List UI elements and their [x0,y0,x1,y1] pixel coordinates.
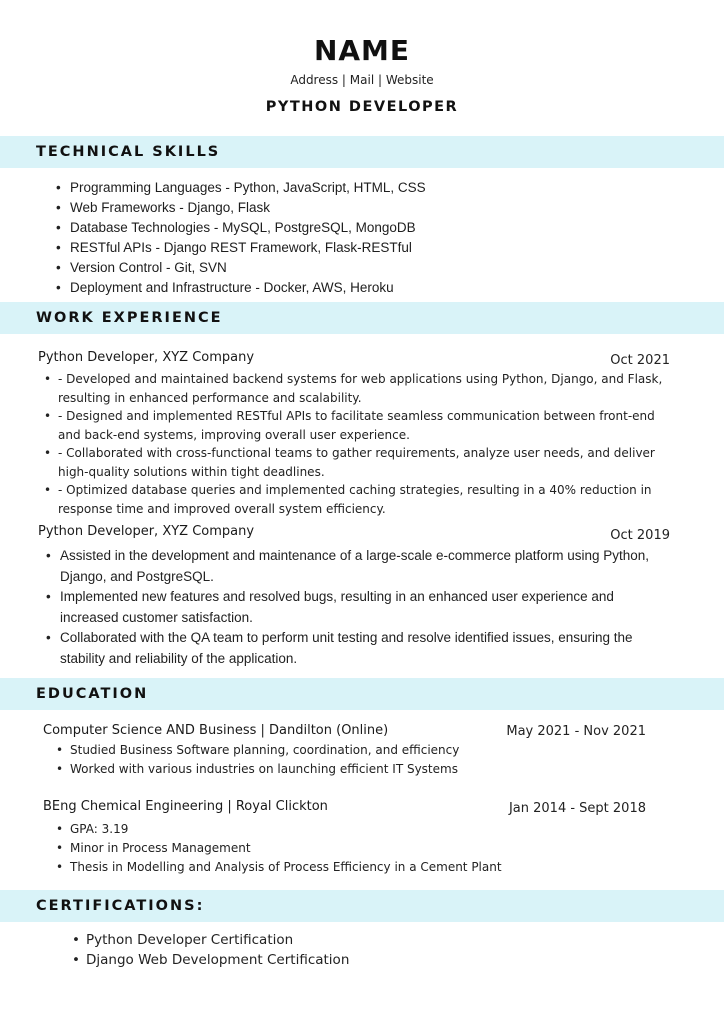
job-date: Oct 2021 [610,353,670,368]
list-item: • Web Frameworks - Django, Flask [70,198,426,218]
list-item: • Thesis in Modelling and Analysis of Process Efficiency in a Cement Plant [70,858,630,877]
list-item: • GPA: 3.19 [70,820,630,839]
certifications-section-title: CERTIFICATIONS: [36,898,205,914]
job-date: Oct 2019 [610,528,670,543]
education-title: Computer Science AND Business | Dandilton (Online) [43,723,389,738]
list-item: • Django Web Development Certification [86,950,349,970]
list-item: • - Optimized database queries and implemented caching strategies, resulting in a 40% reduction in response time and improved overall system efficiency. [58,481,678,518]
certifications-list [86,930,349,970]
job-title: Python Developer, XYZ Company [38,350,255,365]
list-item: • - Developed and maintained backend systems for web applications using Python, Django, and Flask, resulting in enhanced performance and scalability. [58,370,678,407]
list-item: • Studied Business Software planning, coordination, and efficiency [70,741,630,760]
list-item: • Python Developer Certification [86,930,349,950]
job-bullets [60,546,670,669]
list-item: • Implemented new features and resolved bugs, resulting in an enhanced user experience and increased customer satisfaction. [60,587,670,628]
education-bullets [70,820,630,877]
skills-list [70,178,426,298]
skills-section-title: TECHNICAL SKILLS [36,144,221,160]
list-item: • - Collaborated with cross-functional teams to gather requirements, analyze user needs, and deliver high-quality solutions within tight deadlines. [58,444,678,481]
list-item: • Collaborated with the QA team to perform unit testing and resolve identified issues, ensuring the stability and reliability of the application. [60,628,670,669]
education-date: Jan 2014 - Sept 2018 [508,801,646,816]
job-title: Python Developer, XYZ Company [38,524,255,539]
list-item: • Assisted in the development and maintenance of a large-scale e-commerce platform using Python, Django, and PostgreSQL. [60,546,670,587]
education-bullets [70,741,630,779]
list-item: • Deployment and Infrastructure - Docker, AWS, Heroku [70,278,426,298]
education-date: May 2021 - Nov 2021 [506,724,646,739]
list-item: • Version Control - Git, SVN [70,258,426,278]
list-item: • Worked with various industries on launching efficient IT Systems [70,760,630,779]
resume-name: NAME [313,34,411,67]
list-item: • Programming Languages - Python, JavaScript, HTML, CSS [70,178,426,198]
contact-line: Address | Mail | Website [290,73,434,87]
job-bullets [58,370,678,518]
list-item: • - Designed and implemented RESTful APIs to facilitate seamless communication between front-end and back-end systems, improving overall user experience. [58,407,678,444]
list-item: • Minor in Process Management [70,839,630,858]
list-item: • RESTful APIs - Django REST Framework, Flask-RESTful [70,238,426,258]
education-section-title: EDUCATION [36,686,149,702]
education-title: BEng Chemical Engineering | Royal Clickton [43,799,328,814]
list-item: • Database Technologies - MySQL, PostgreSQL, MongoDB [70,218,426,238]
job-role-title: PYTHON DEVELOPER [265,99,459,115]
experience-section-title: WORK EXPERIENCE [36,310,223,326]
